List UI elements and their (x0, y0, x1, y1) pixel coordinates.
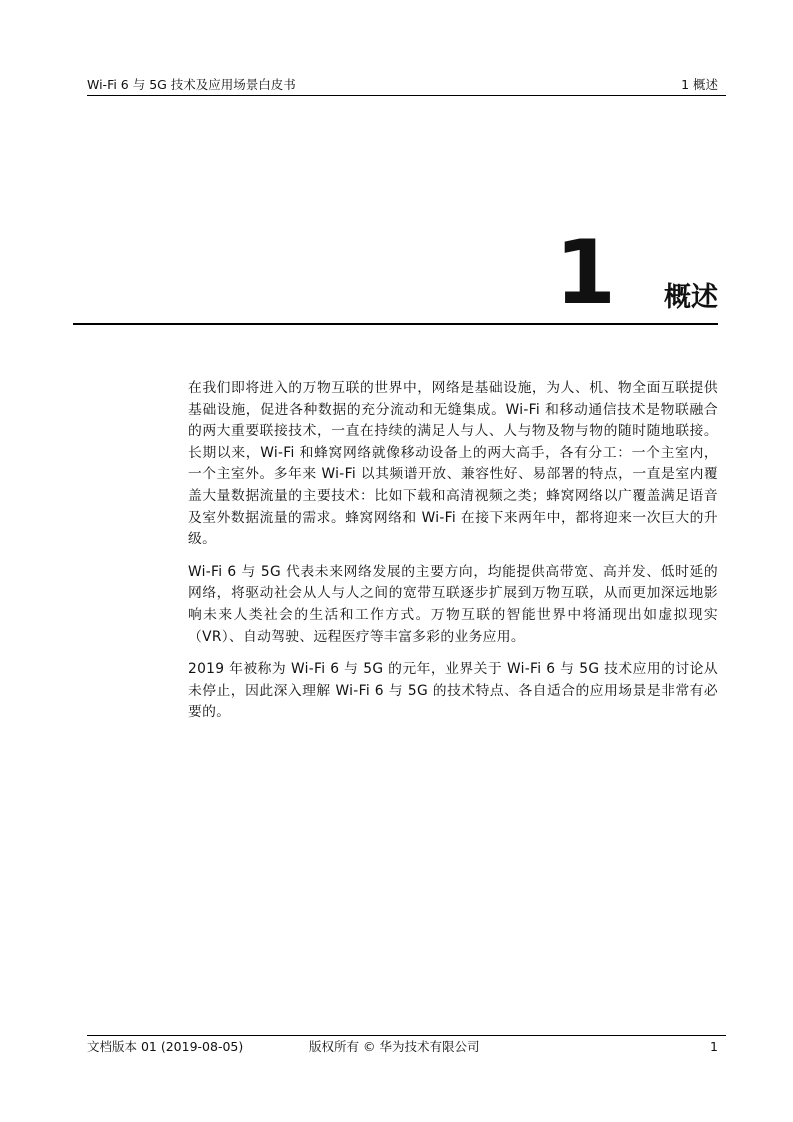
header-document-title: Wi-Fi 6 与 5G 技术及应用场景白皮书 (87, 77, 296, 92)
header-chapter-label: 1 概述 (681, 77, 718, 92)
chapter-divider (73, 323, 718, 325)
header-divider (87, 95, 726, 96)
footer-copyright: 版权所有 © 华为技术有限公司 (309, 1039, 480, 1054)
footer-divider (87, 1035, 726, 1036)
page-header (87, 76, 726, 94)
body-paragraph-3: 2019 年被称为 Wi-Fi 6 与 5G 的元年，业界关于 Wi-Fi 6 与 5G 技术应用的讨论从未停止，因此深入理解 Wi-Fi 6 与 5G 的技术特点、各自适合的应用场景是非常有必要的。 (188, 661, 718, 721)
body-paragraph-2: Wi-Fi 6 与 5G 代表未来网络发展的主要方向，均能提供高带宽、高并发、低时延的网络，将驱动社会从人与人之间的宽带互联逐步扩展到万物互联，从而更加深远地影响未来人类社会的生活和工作方式。万物互联的智能世界中将涌现出如虚拟现实（VR）、自动驾驶、远程医疗等丰富多彩的业务应用。 (188, 563, 718, 645)
chapter-heading (73, 221, 718, 324)
chapter-number: 1 (554, 221, 616, 324)
chapter-title: 概述 (664, 282, 718, 313)
page-footer (87, 1038, 726, 1056)
body-paragraph-1: 在我们即将进入的万物互联的世界中，网络是基础设施，为人、机、物全面互联提供基础设施，促进各种数据的充分流动和无缝集成。Wi-Fi 和移动通信技术是物联融合的两大重要联接技术，一直在持续的满足人与人、人与物及物与物的随时随地联接。长期以来，Wi-Fi 和蜂窝网络就像移动设备上的两大高手，各有分工：一个主室内，一个主室外。多年来 Wi-Fi 以其频谱开放、兼容性好、易部署的特点，一直是室内覆盖大量数据流量的主要技术：比如下载和高清视频之类；蜂窝网络以广覆盖满足语音及室外数据流量的需求。蜂窝网络和 Wi-Fi 在接下来两年中，都将迎来一次巨大的升级。 (188, 380, 718, 548)
body-content (188, 378, 718, 735)
footer-document-version: 文档版本 01 (2019-08-05) (87, 1039, 244, 1054)
footer-page-number: 1 (710, 1039, 718, 1054)
